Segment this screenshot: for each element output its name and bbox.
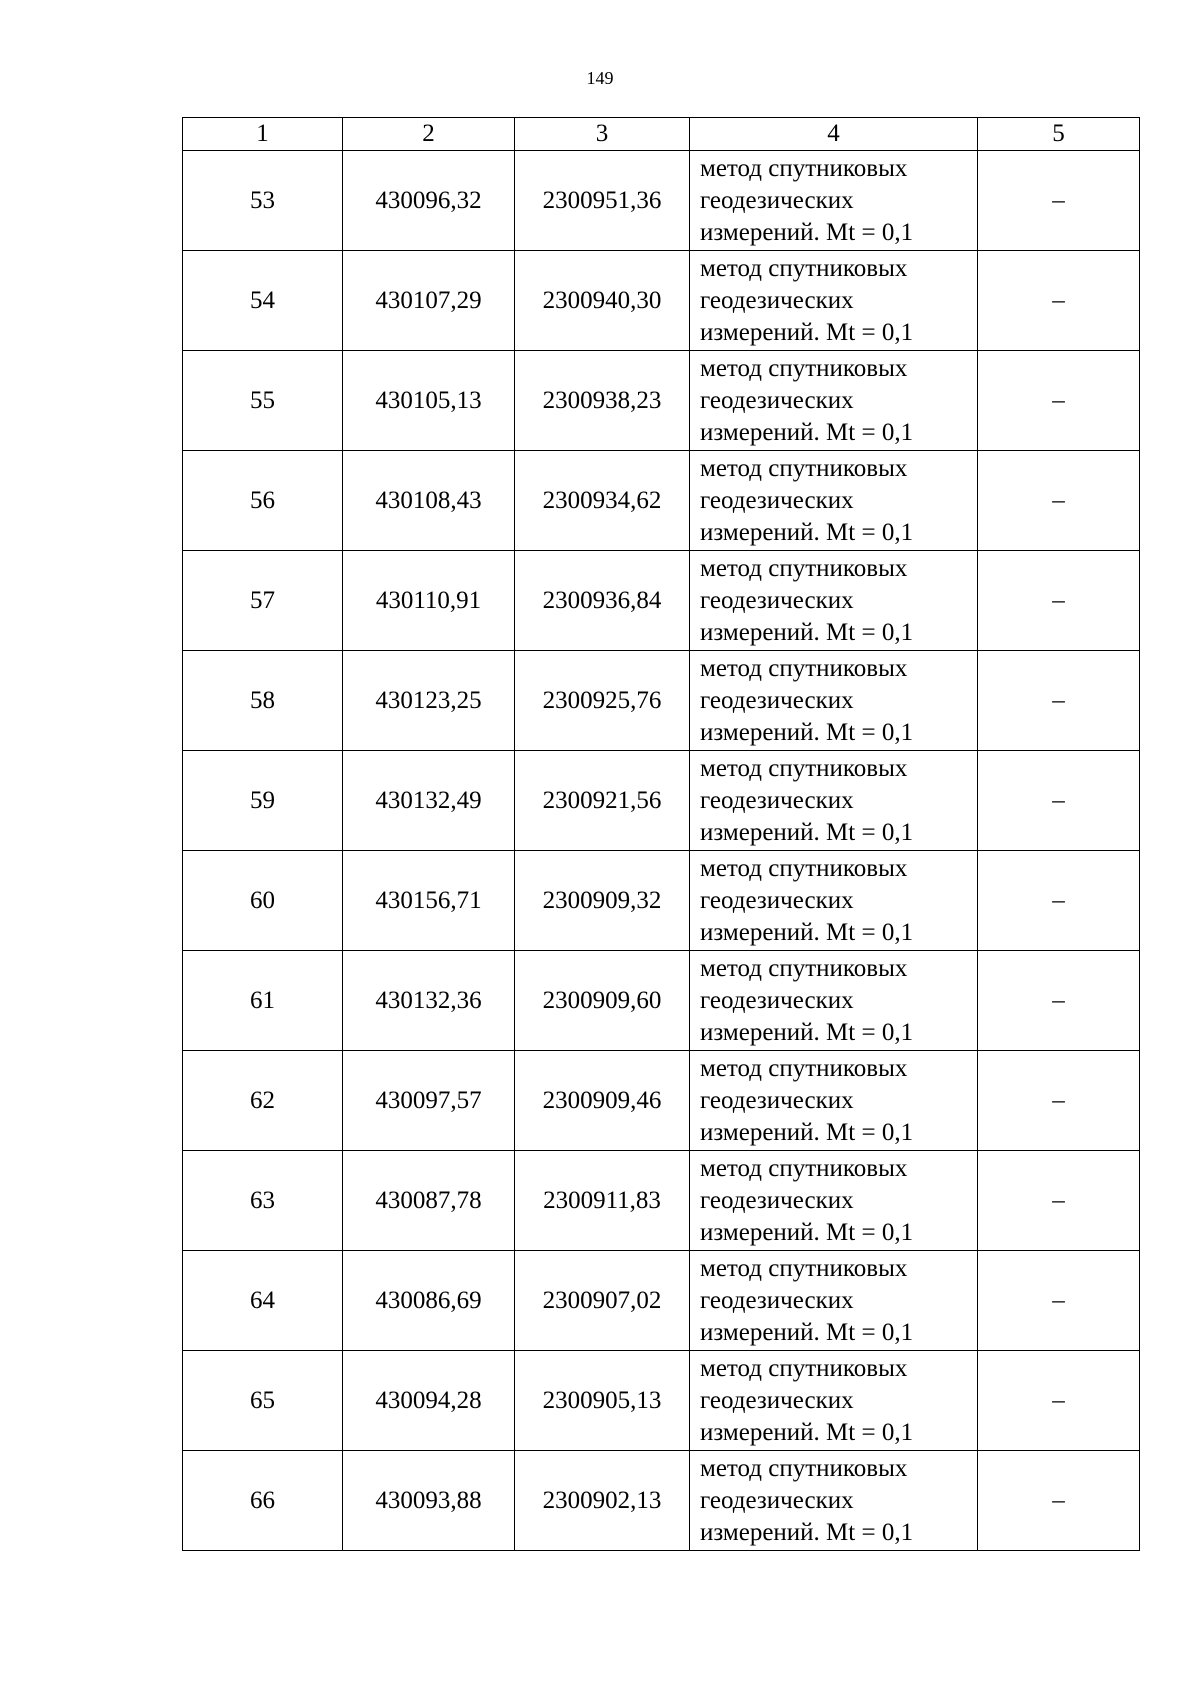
method-cell: метод спутниковых геодезических измерений. Mt = 0,1 [690, 751, 978, 851]
table-row [183, 151, 1140, 251]
method-cell: метод спутниковых геодезических измерений. Mt = 0,1 [690, 351, 978, 451]
x-coordinate-cell: 430105,13 [343, 351, 515, 451]
method-cell: метод спутниковых геодезических измерений. Mt = 0,1 [690, 1351, 978, 1451]
point-number-cell: 54 [183, 251, 343, 351]
table-row [183, 951, 1140, 1051]
coordinates-table [182, 117, 1140, 1551]
y-coordinate-cell: 2300951,36 [515, 151, 690, 251]
method-cell: метод спутниковых геодезических измерений. Mt = 0,1 [690, 551, 978, 651]
note-cell: – [978, 251, 1140, 351]
x-coordinate-cell: 430086,69 [343, 1251, 515, 1351]
table-body [183, 151, 1140, 1551]
method-cell: метод спутниковых геодезических измерений. Mt = 0,1 [690, 651, 978, 751]
table-header [183, 118, 1140, 151]
page-number: 149 [586, 68, 614, 88]
header-cell-5: 5 [978, 118, 1140, 151]
y-coordinate-cell: 2300909,60 [515, 951, 690, 1051]
table-row [183, 651, 1140, 751]
x-coordinate-cell: 430087,78 [343, 1151, 515, 1251]
x-coordinate-cell: 430097,57 [343, 1051, 515, 1151]
note-cell: – [978, 851, 1140, 951]
y-coordinate-cell: 2300905,13 [515, 1351, 690, 1451]
point-number-cell: 53 [183, 151, 343, 251]
method-cell: метод спутниковых геодезических измерений. Mt = 0,1 [690, 1151, 978, 1251]
method-cell: метод спутниковых геодезических измерений. Mt = 0,1 [690, 851, 978, 951]
y-coordinate-cell: 2300925,76 [515, 651, 690, 751]
table-row [183, 1251, 1140, 1351]
x-coordinate-cell: 430093,88 [343, 1451, 515, 1551]
y-coordinate-cell: 2300921,56 [515, 751, 690, 851]
note-cell: – [978, 551, 1140, 651]
y-coordinate-cell: 2300909,46 [515, 1051, 690, 1151]
point-number-cell: 63 [183, 1151, 343, 1251]
method-cell: метод спутниковых геодезических измерений. Mt = 0,1 [690, 951, 978, 1051]
y-coordinate-cell: 2300940,30 [515, 251, 690, 351]
point-number-cell: 57 [183, 551, 343, 651]
note-cell: – [978, 751, 1140, 851]
x-coordinate-cell: 430110,91 [343, 551, 515, 651]
y-coordinate-cell: 2300911,83 [515, 1151, 690, 1251]
method-cell: метод спутниковых геодезических измерений. Mt = 0,1 [690, 251, 978, 351]
x-coordinate-cell: 430096,32 [343, 151, 515, 251]
x-coordinate-cell: 430156,71 [343, 851, 515, 951]
table-row [183, 551, 1140, 651]
y-coordinate-cell: 2300934,62 [515, 451, 690, 551]
note-cell: – [978, 1251, 1140, 1351]
note-cell: – [978, 1451, 1140, 1551]
table-row [183, 851, 1140, 951]
y-coordinate-cell: 2300907,02 [515, 1251, 690, 1351]
header-cell-4: 4 [690, 118, 978, 151]
note-cell: – [978, 1351, 1140, 1451]
table-row [183, 351, 1140, 451]
method-cell: метод спутниковых геодезических измерений. Mt = 0,1 [690, 151, 978, 251]
table-row [183, 1151, 1140, 1251]
note-cell: – [978, 1051, 1140, 1151]
header-cell-1: 1 [183, 118, 343, 151]
table-row [183, 251, 1140, 351]
table-row [183, 1451, 1140, 1551]
method-cell: метод спутниковых геодезических измерений. Mt = 0,1 [690, 1251, 978, 1351]
note-cell: – [978, 1151, 1140, 1251]
x-coordinate-cell: 430123,25 [343, 651, 515, 751]
y-coordinate-cell: 2300936,84 [515, 551, 690, 651]
x-coordinate-cell: 430094,28 [343, 1351, 515, 1451]
point-number-cell: 62 [183, 1051, 343, 1151]
y-coordinate-cell: 2300938,23 [515, 351, 690, 451]
table-row [183, 751, 1140, 851]
note-cell: – [978, 651, 1140, 751]
table-row [183, 1351, 1140, 1451]
note-cell: – [978, 351, 1140, 451]
note-cell: – [978, 151, 1140, 251]
point-number-cell: 61 [183, 951, 343, 1051]
note-cell: – [978, 951, 1140, 1051]
point-number-cell: 64 [183, 1251, 343, 1351]
point-number-cell: 59 [183, 751, 343, 851]
point-number-cell: 58 [183, 651, 343, 751]
method-cell: метод спутниковых геодезических измерений. Mt = 0,1 [690, 451, 978, 551]
point-number-cell: 55 [183, 351, 343, 451]
point-number-cell: 65 [183, 1351, 343, 1451]
y-coordinate-cell: 2300909,32 [515, 851, 690, 951]
header-cell-3: 3 [515, 118, 690, 151]
x-coordinate-cell: 430108,43 [343, 451, 515, 551]
method-cell: метод спутниковых геодезических измерений. Mt = 0,1 [690, 1451, 978, 1551]
y-coordinate-cell: 2300902,13 [515, 1451, 690, 1551]
x-coordinate-cell: 430132,36 [343, 951, 515, 1051]
table-row [183, 1051, 1140, 1151]
x-coordinate-cell: 430132,49 [343, 751, 515, 851]
header-row [183, 118, 1140, 151]
x-coordinate-cell: 430107,29 [343, 251, 515, 351]
point-number-cell: 66 [183, 1451, 343, 1551]
note-cell: – [978, 451, 1140, 551]
table-row [183, 451, 1140, 551]
point-number-cell: 60 [183, 851, 343, 951]
header-cell-2: 2 [343, 118, 515, 151]
point-number-cell: 56 [183, 451, 343, 551]
method-cell: метод спутниковых геодезических измерений. Mt = 0,1 [690, 1051, 978, 1151]
